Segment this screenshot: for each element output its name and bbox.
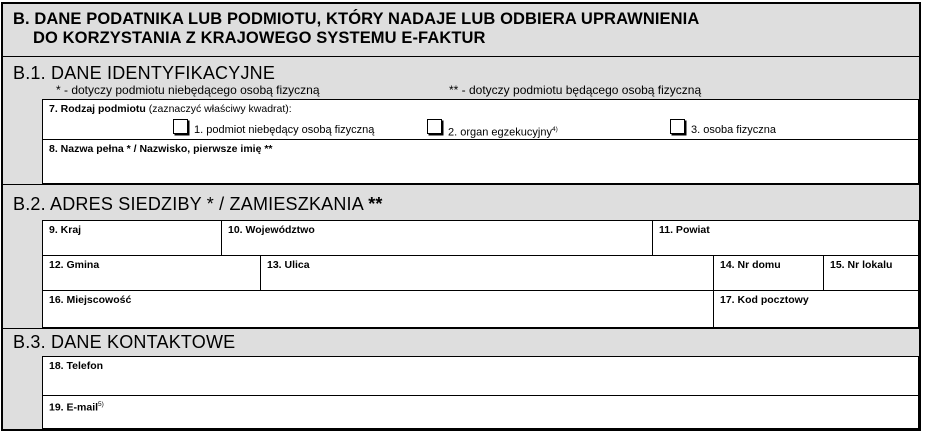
option-3-label: 3. osoba fizyczna xyxy=(691,124,776,136)
checkbox-entity-non-natural-person[interactable] xyxy=(173,119,188,134)
note-double-star: ** - dotyczy podmiotu będącego osobą fizyczną xyxy=(449,83,702,97)
divider xyxy=(3,56,919,57)
section-b2-title: B.2. ADRES SIEDZIBY * / ZAMIESZKANIA ** xyxy=(13,194,383,214)
field-7-entity-type xyxy=(42,99,919,140)
field-12-municipality[interactable] xyxy=(42,255,261,291)
checkbox-natural-person[interactable] xyxy=(670,119,685,134)
field-18-phone[interactable] xyxy=(42,356,919,396)
footnote-5-ref: 5) xyxy=(98,401,104,408)
double-star-marker: ** xyxy=(368,194,383,214)
field-14-house-number[interactable] xyxy=(713,255,824,291)
field-9-country[interactable] xyxy=(42,220,222,256)
field-15-apartment-number[interactable] xyxy=(823,255,919,291)
field-10-voivodeship[interactable] xyxy=(221,220,653,256)
divider xyxy=(3,184,919,185)
field-19-email[interactable] xyxy=(42,395,919,429)
field-19-label: 19. E-mail$^{5)}$ xyxy=(49,401,104,414)
option-2-label: 2. organ egzekucyjny$^{4)}$ xyxy=(448,126,558,139)
field-7-label: 7. Rodzaj podmiotu (zaznaczyć właściwy kwadrat): xyxy=(49,103,292,115)
section-b1-title: B.1. DANE IDENTYFIKACYJNE xyxy=(13,63,276,83)
note-single-star: * - dotyczy podmiotu niebędącego osobą fizyczną xyxy=(56,83,320,97)
field-14-label: 14. Nr domu xyxy=(720,259,781,271)
section-b-title-line1: B. DANE PODATNIKA LUB PODMIOTU, KTÓRY NADAJE LUB ODBIERA UPRAWNIENIA xyxy=(13,10,700,28)
field-16-label: 16. Miejscowość xyxy=(49,294,132,306)
section-b-form xyxy=(1,2,921,431)
field-13-street[interactable] xyxy=(260,255,714,291)
field-8-label: 8. Nazwa pełna * / Nazwisko, pierwsze imię ** xyxy=(49,143,273,155)
field-8-full-name[interactable] xyxy=(42,139,919,184)
option-1-label: 1. podmiot niebędący osobą fizyczną xyxy=(194,124,375,136)
field-12-label: 12. Gmina xyxy=(49,259,100,271)
field-7-hint: (zaznaczyć właściwy kwadrat): xyxy=(148,103,292,115)
section-b-title-line2: DO KORZYSTANIA Z KRAJOWEGO SYSTEMU E-FAKTUR xyxy=(33,29,486,47)
field-15-label: 15. Nr lokalu xyxy=(830,259,893,271)
field-11-county[interactable] xyxy=(652,220,919,256)
field-9-label: 9. Kraj xyxy=(49,224,82,236)
field-13-label: 13. Ulica xyxy=(267,259,310,271)
footnote-4-ref: 4) xyxy=(551,126,558,133)
field-17-label: 17. Kod pocztowy xyxy=(720,294,809,306)
section-b3-title: B.3. DANE KONTAKTOWE xyxy=(13,332,236,352)
section-b-title xyxy=(13,10,699,48)
field-16-city[interactable] xyxy=(42,290,714,328)
field-17-postal-code[interactable] xyxy=(713,290,919,328)
field-18-label: 18. Telefon xyxy=(49,360,104,372)
field-10-label: 10. Województwo xyxy=(228,224,315,236)
field-11-label: 11. Powiat xyxy=(659,224,710,236)
checkbox-enforcement-authority[interactable] xyxy=(427,119,442,134)
divider xyxy=(3,328,919,329)
